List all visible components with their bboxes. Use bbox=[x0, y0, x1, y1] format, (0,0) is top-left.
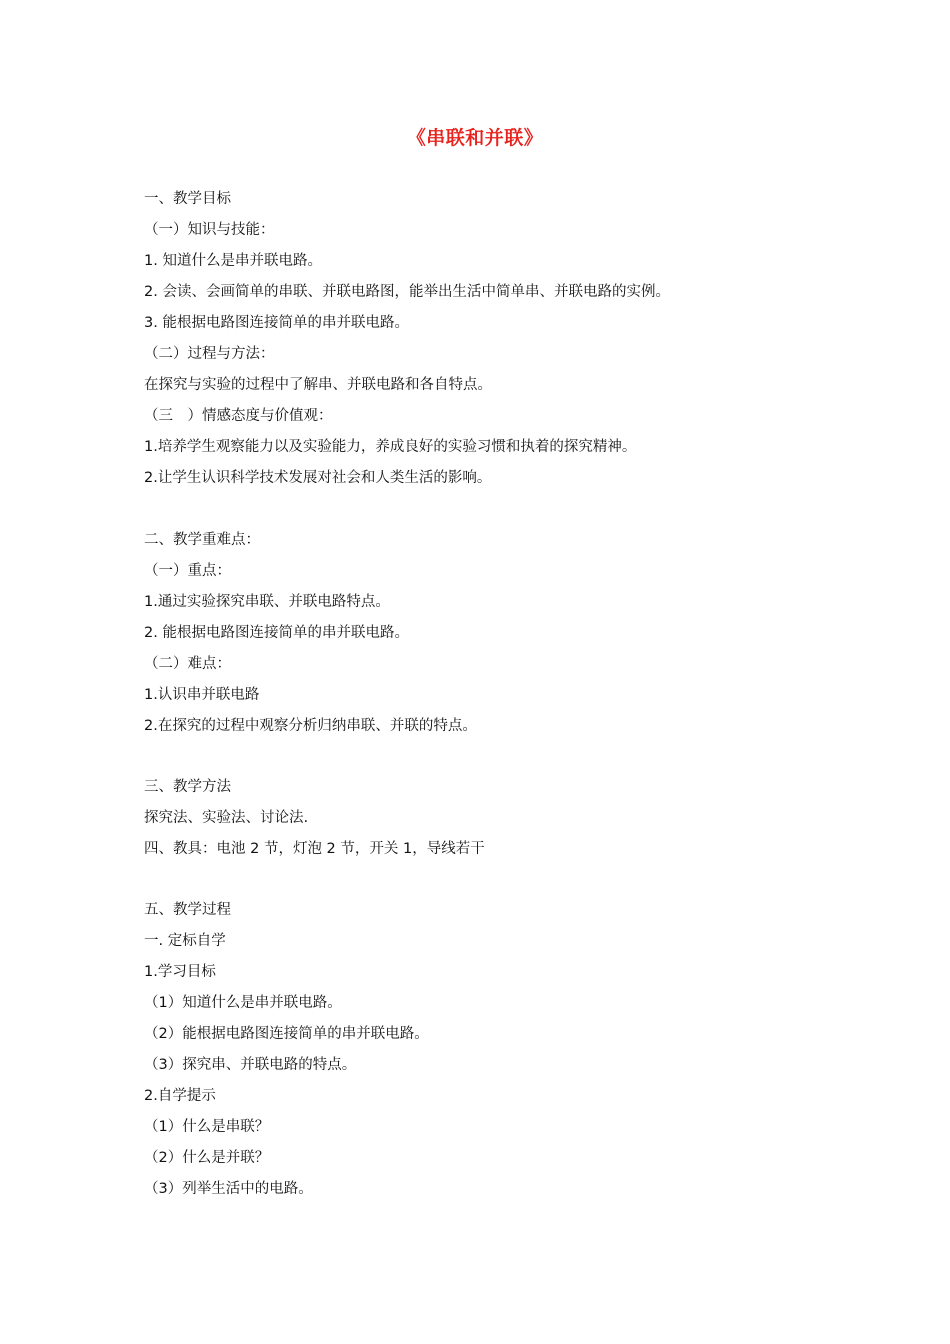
subheading-process-methods: （二）过程与方法： bbox=[144, 346, 275, 362]
learning-goal-3: （3）探究串、并联电路的特点。 bbox=[144, 1057, 357, 1073]
self-study-hint-1: （1）什么是串联？ bbox=[144, 1119, 270, 1135]
self-study-hint-2: （2）什么是并联？ bbox=[144, 1150, 270, 1166]
section-heading-process: 五、教学过程 bbox=[144, 902, 231, 918]
subheading-difficulties: （二）难点： bbox=[144, 656, 231, 672]
self-study-hint-3: （3）列举生活中的电路。 bbox=[144, 1181, 313, 1197]
objective-item-2: 2. 会读、会画简单的串联、并联电路图，能举出生活中简单串、并联电路的实例。 bbox=[144, 284, 670, 300]
section-heading-objectives: 一、教学目标 bbox=[144, 191, 231, 207]
subheading-knowledge-skills: （一）知识与技能： bbox=[144, 222, 275, 238]
objective-item-6: 2.让学生认识科学技术发展对社会和人类生活的影响。 bbox=[144, 470, 492, 486]
objective-item-4: 在探究与实验的过程中了解串、并联电路和各自特点。 bbox=[144, 377, 492, 393]
section-heading-key-points: 二、教学重难点： bbox=[144, 532, 260, 548]
key-point-item-1: 1.通过实验探究串联、并联电路特点。 bbox=[144, 594, 390, 610]
objective-item-1: 1. 知道什么是串并联电路。 bbox=[144, 253, 322, 269]
document-title: 《串联和并联》 bbox=[406, 127, 544, 149]
self-study-hints-heading: 2.自学提示 bbox=[144, 1088, 216, 1104]
methods-text: 探究法、实验法、讨论法. bbox=[144, 810, 309, 826]
learning-goal-1: （1）知道什么是串并联电路。 bbox=[144, 995, 342, 1011]
difficulty-item-1: 1.认识串并联电路 bbox=[144, 687, 260, 703]
objective-item-5: 1.培养学生观察能力以及实验能力，养成良好的实验习惯和执着的探究精神。 bbox=[144, 439, 637, 455]
objective-item-3: 3. 能根据电路图连接简单的串并联电路。 bbox=[144, 315, 409, 331]
subheading-key-points: （一）重点： bbox=[144, 563, 231, 579]
learning-goals-heading: 1.学习目标 bbox=[144, 964, 216, 980]
subheading-attitudes-values: （三 ）情感态度与价值观： bbox=[144, 408, 333, 424]
key-point-item-2: 2. 能根据电路图连接简单的串并联电路。 bbox=[144, 625, 409, 641]
teaching-tools: 四、教具：电池 2 节，灯泡 2 节，开关 1，导线若干 bbox=[144, 841, 485, 857]
learning-goal-2: （2）能根据电路图连接简单的串并联电路。 bbox=[144, 1026, 429, 1042]
section-heading-methods: 三、教学方法 bbox=[144, 779, 231, 795]
difficulty-item-2: 2.在探究的过程中观察分析归纳串联、并联的特点。 bbox=[144, 718, 477, 734]
process-step-1: 一. 定标自学 bbox=[144, 933, 226, 949]
